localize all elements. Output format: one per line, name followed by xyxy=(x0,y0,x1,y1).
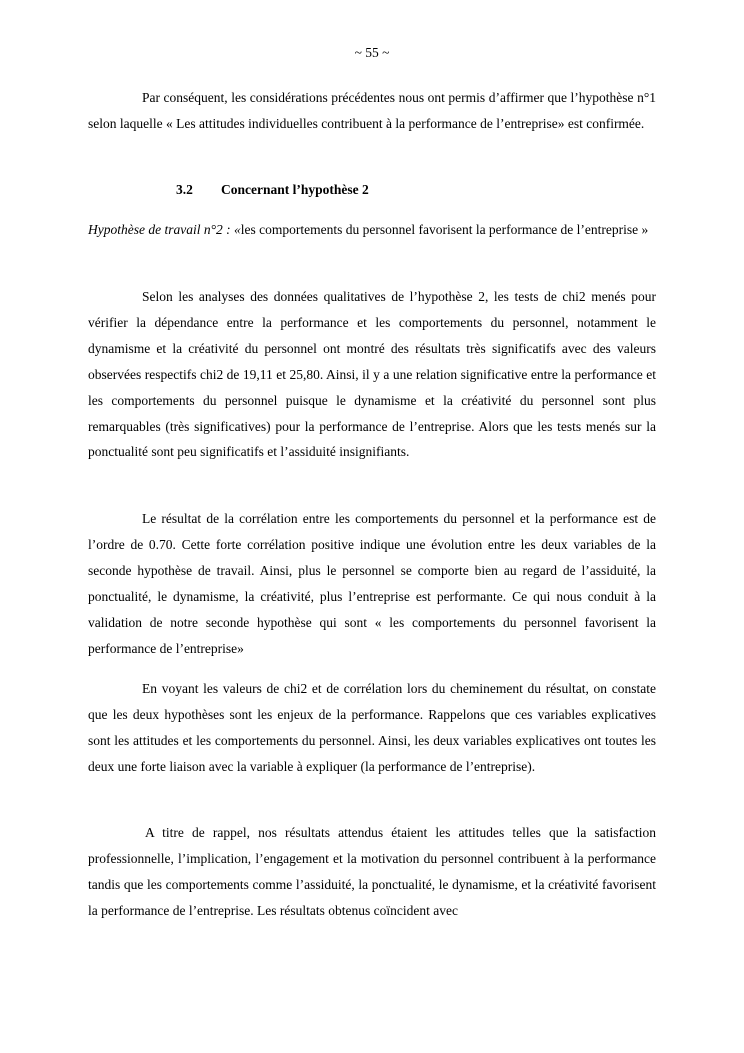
paragraph-correlation: Le résultat de la corrélation entre les comportements du personnel et la performance est de l’ordre de 0.70. Cette forte corrélation positive indique une évolution entre les deux variables de la seconde hypothèse de travail. Ainsi, plus le personnel se comporte bien au regard de l’assiduité, la ponctualité, le dynamisme, la créativité, plus l’entreprise est performante. Ce qui nous conduit à la validation de notre seconde hypothèse qui sont « les comportements du personnel favorisent la performance de l’entreprise» xyxy=(88,511,656,656)
paragraph-expected-results: A titre de rappel, nos résultats attendus étaient les attitudes telles que la satisfaction professionnelle, l’implication, l’engagement et la motivation du personnel contribuent à la performance tandis que les comportements comme l’assiduité, la ponctualité, le dynamisme, et la créativité favorisent la performance de l’entreprise. Les résultats obtenus coïncident avec xyxy=(88,825,656,918)
paragraph-hypothesis-1-conclusion: Par conséquent, les considérations précédentes nous ont permis d’affirmer que l’hypothèse n°1 selon laquelle « Les attitudes individuelles contribuent à la performance de l’entreprise» est confirmée. xyxy=(88,90,656,131)
hypothesis-2-statement xyxy=(88,217,656,243)
paragraph-chi2-analysis: Selon les analyses des données qualitatives de l’hypothèse 2, les tests de chi2 menés pour vérifier la dépendance entre la performance et les comportements du personnel, notamment le dynamisme et la créativité du personnel ont montré des résultats très significatifs avec des valeurs observées respectifs chi2 de 19,11 et 25,80. Ainsi, il y a une relation significative entre la performance et les comportements du personnel puisque le dynamisme et la créativité du personnel sont plus remarquables (très significatives) pour la performance de l’entreprise. Alors que les tests menés sur la ponctualité sont peu significatifs et l’assiduité insignifiants. xyxy=(88,289,656,460)
page-number: ~ 55 ~ xyxy=(354,45,390,60)
section-title: Concernant l’hypothèse 2 xyxy=(221,182,369,197)
section-number: 3.2 xyxy=(176,182,193,197)
hypothesis-2-text: les comportements du personnel favorisent la performance de l’entreprise » xyxy=(240,222,649,237)
hypothesis-2-label: Hypothèse de travail n°2 : « xyxy=(88,222,241,237)
paragraph-chi2-correlation-summary: En voyant les valeurs de chi2 et de corrélation lors du cheminement du résultat, on constate que les deux hypothèses sont les enjeux de la performance. Rappelons que ces variables explicatives sont les attitudes et les comportements du personnel. Ainsi, les deux variables explicatives ont toutes les deux une forte liaison avec la variable à expliquer (la performance de l’entreprise). xyxy=(88,681,656,774)
